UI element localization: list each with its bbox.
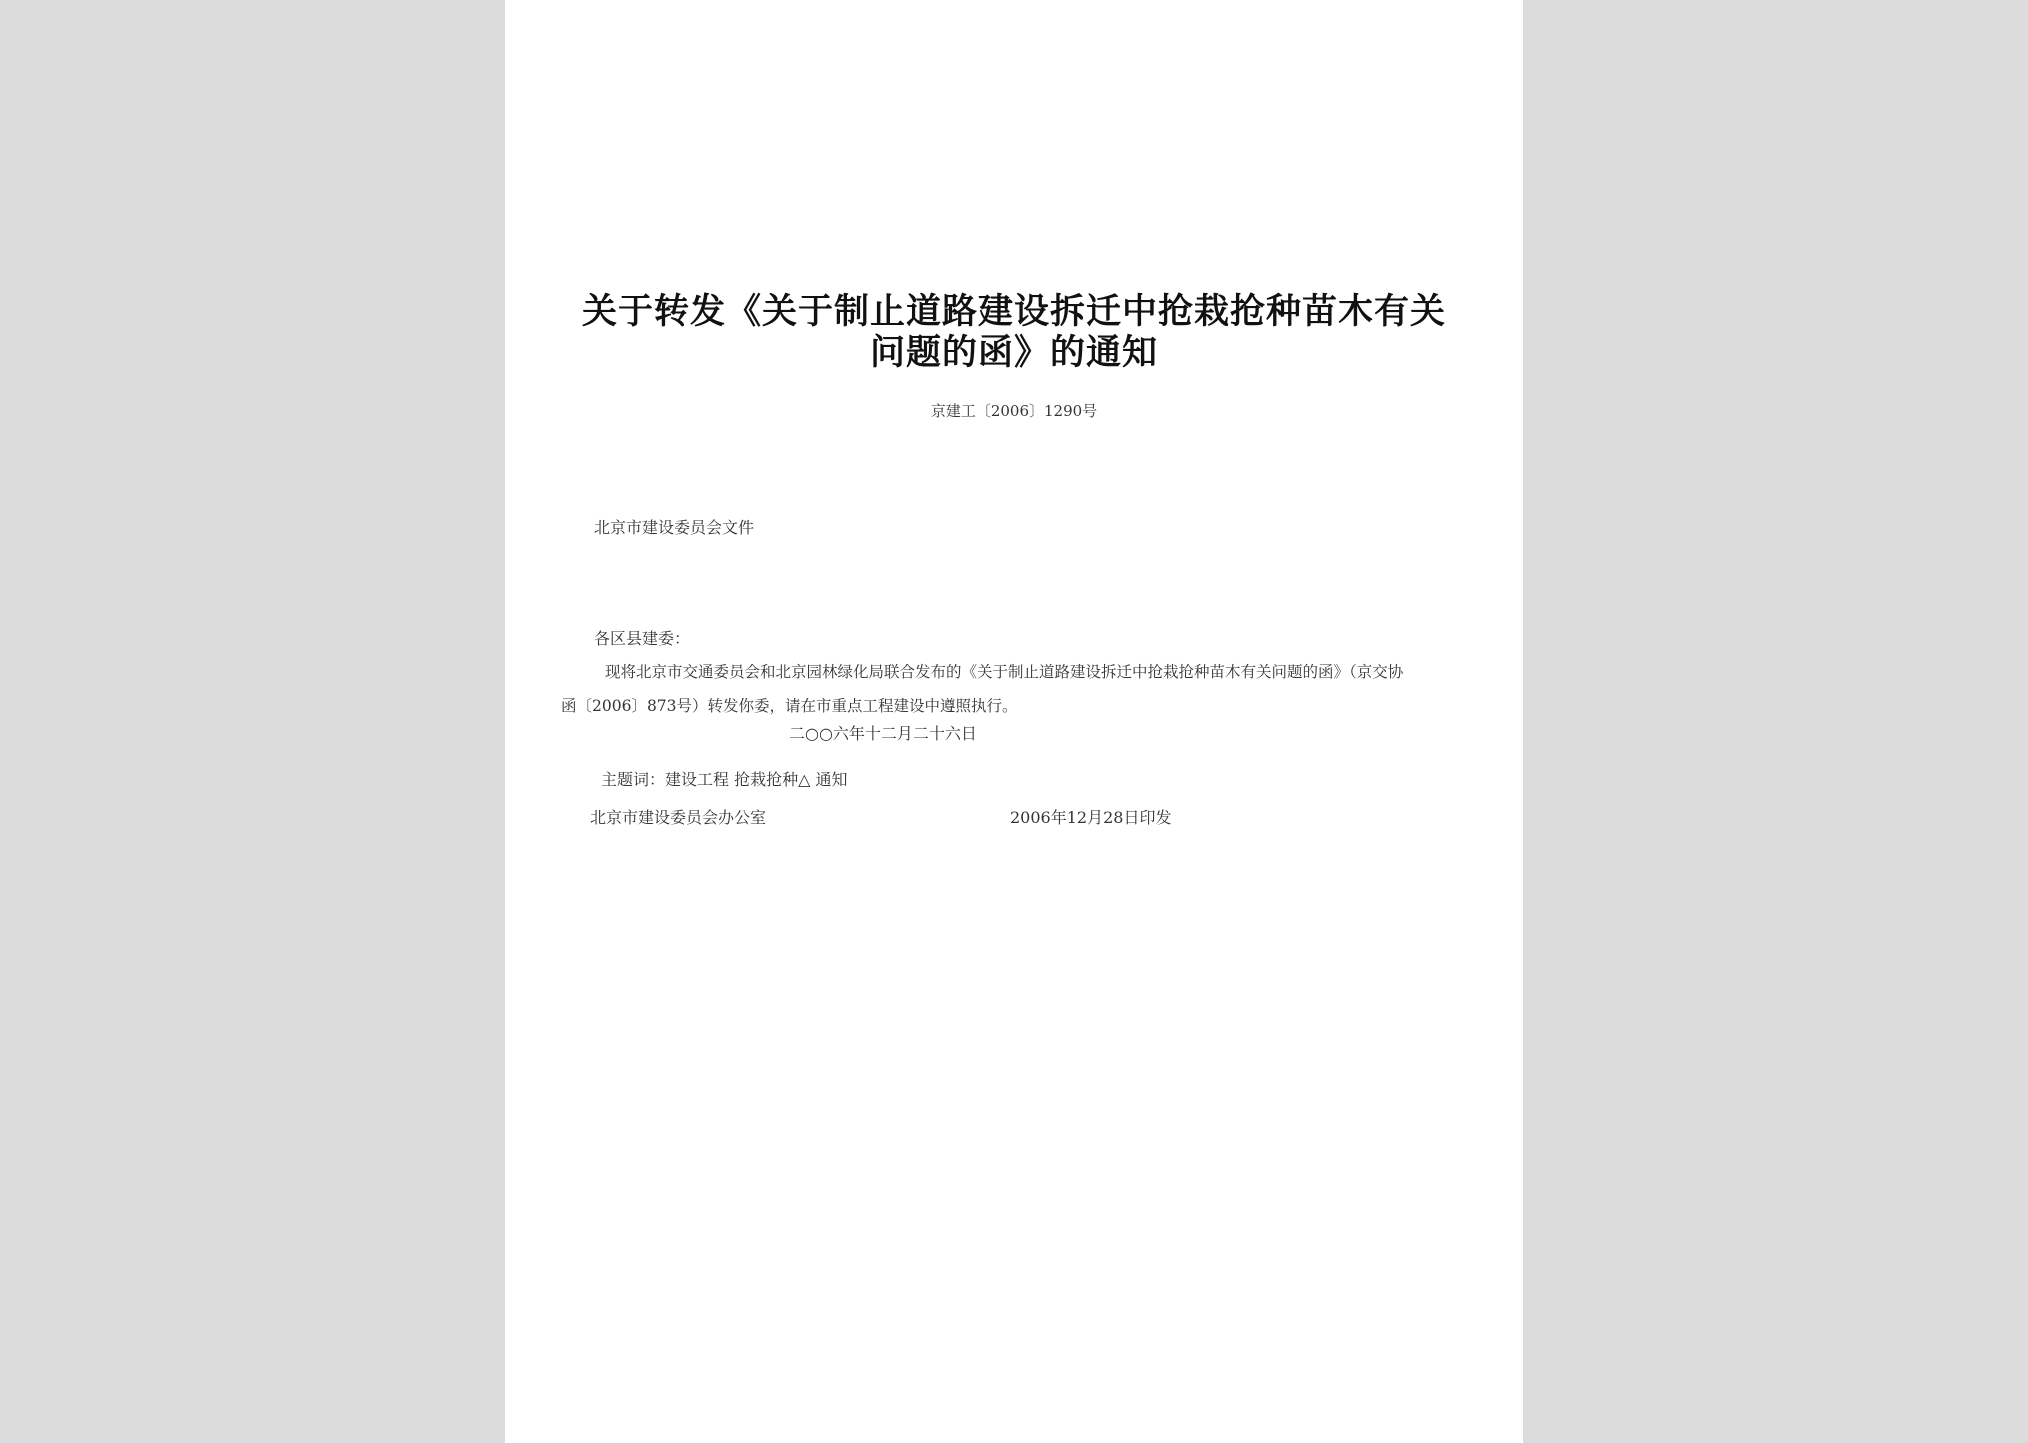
document-title-line-1: 关于转发《关于制止道路建设拆迁中抢栽抢种苗木有关 [581, 291, 1446, 332]
body-paragraph-line-1: 现将北京市交通委员会和北京园林绿化局联合发布的《关于制止道路建设拆迁中抢栽抢种苗木有关问题的函》（京交协 [605, 663, 1404, 681]
document-number: 京建工〔2006〕1290号 [930, 402, 1098, 420]
issuer-label: 北京市建设委员会文件 [594, 518, 755, 537]
document-title-line-2: 问题的函》的通知 [869, 332, 1158, 373]
body-paragraph-line-2: 函〔2006〕873号）转发你委，请在市重点工程建设中遵照执行。 [561, 697, 1018, 715]
footer-print-date: 2006年12月28日印发 [1010, 808, 1172, 827]
salutation: 各区县建委： [594, 629, 691, 648]
footer-office: 北京市建设委员会办公室 [590, 808, 767, 827]
issue-date: 二○○六年十二月二十六日 [789, 724, 977, 743]
subject-keywords: 主题词：建设工程 抢栽抢种△ 通知 [601, 770, 848, 789]
document-page [505, 0, 1523, 1443]
